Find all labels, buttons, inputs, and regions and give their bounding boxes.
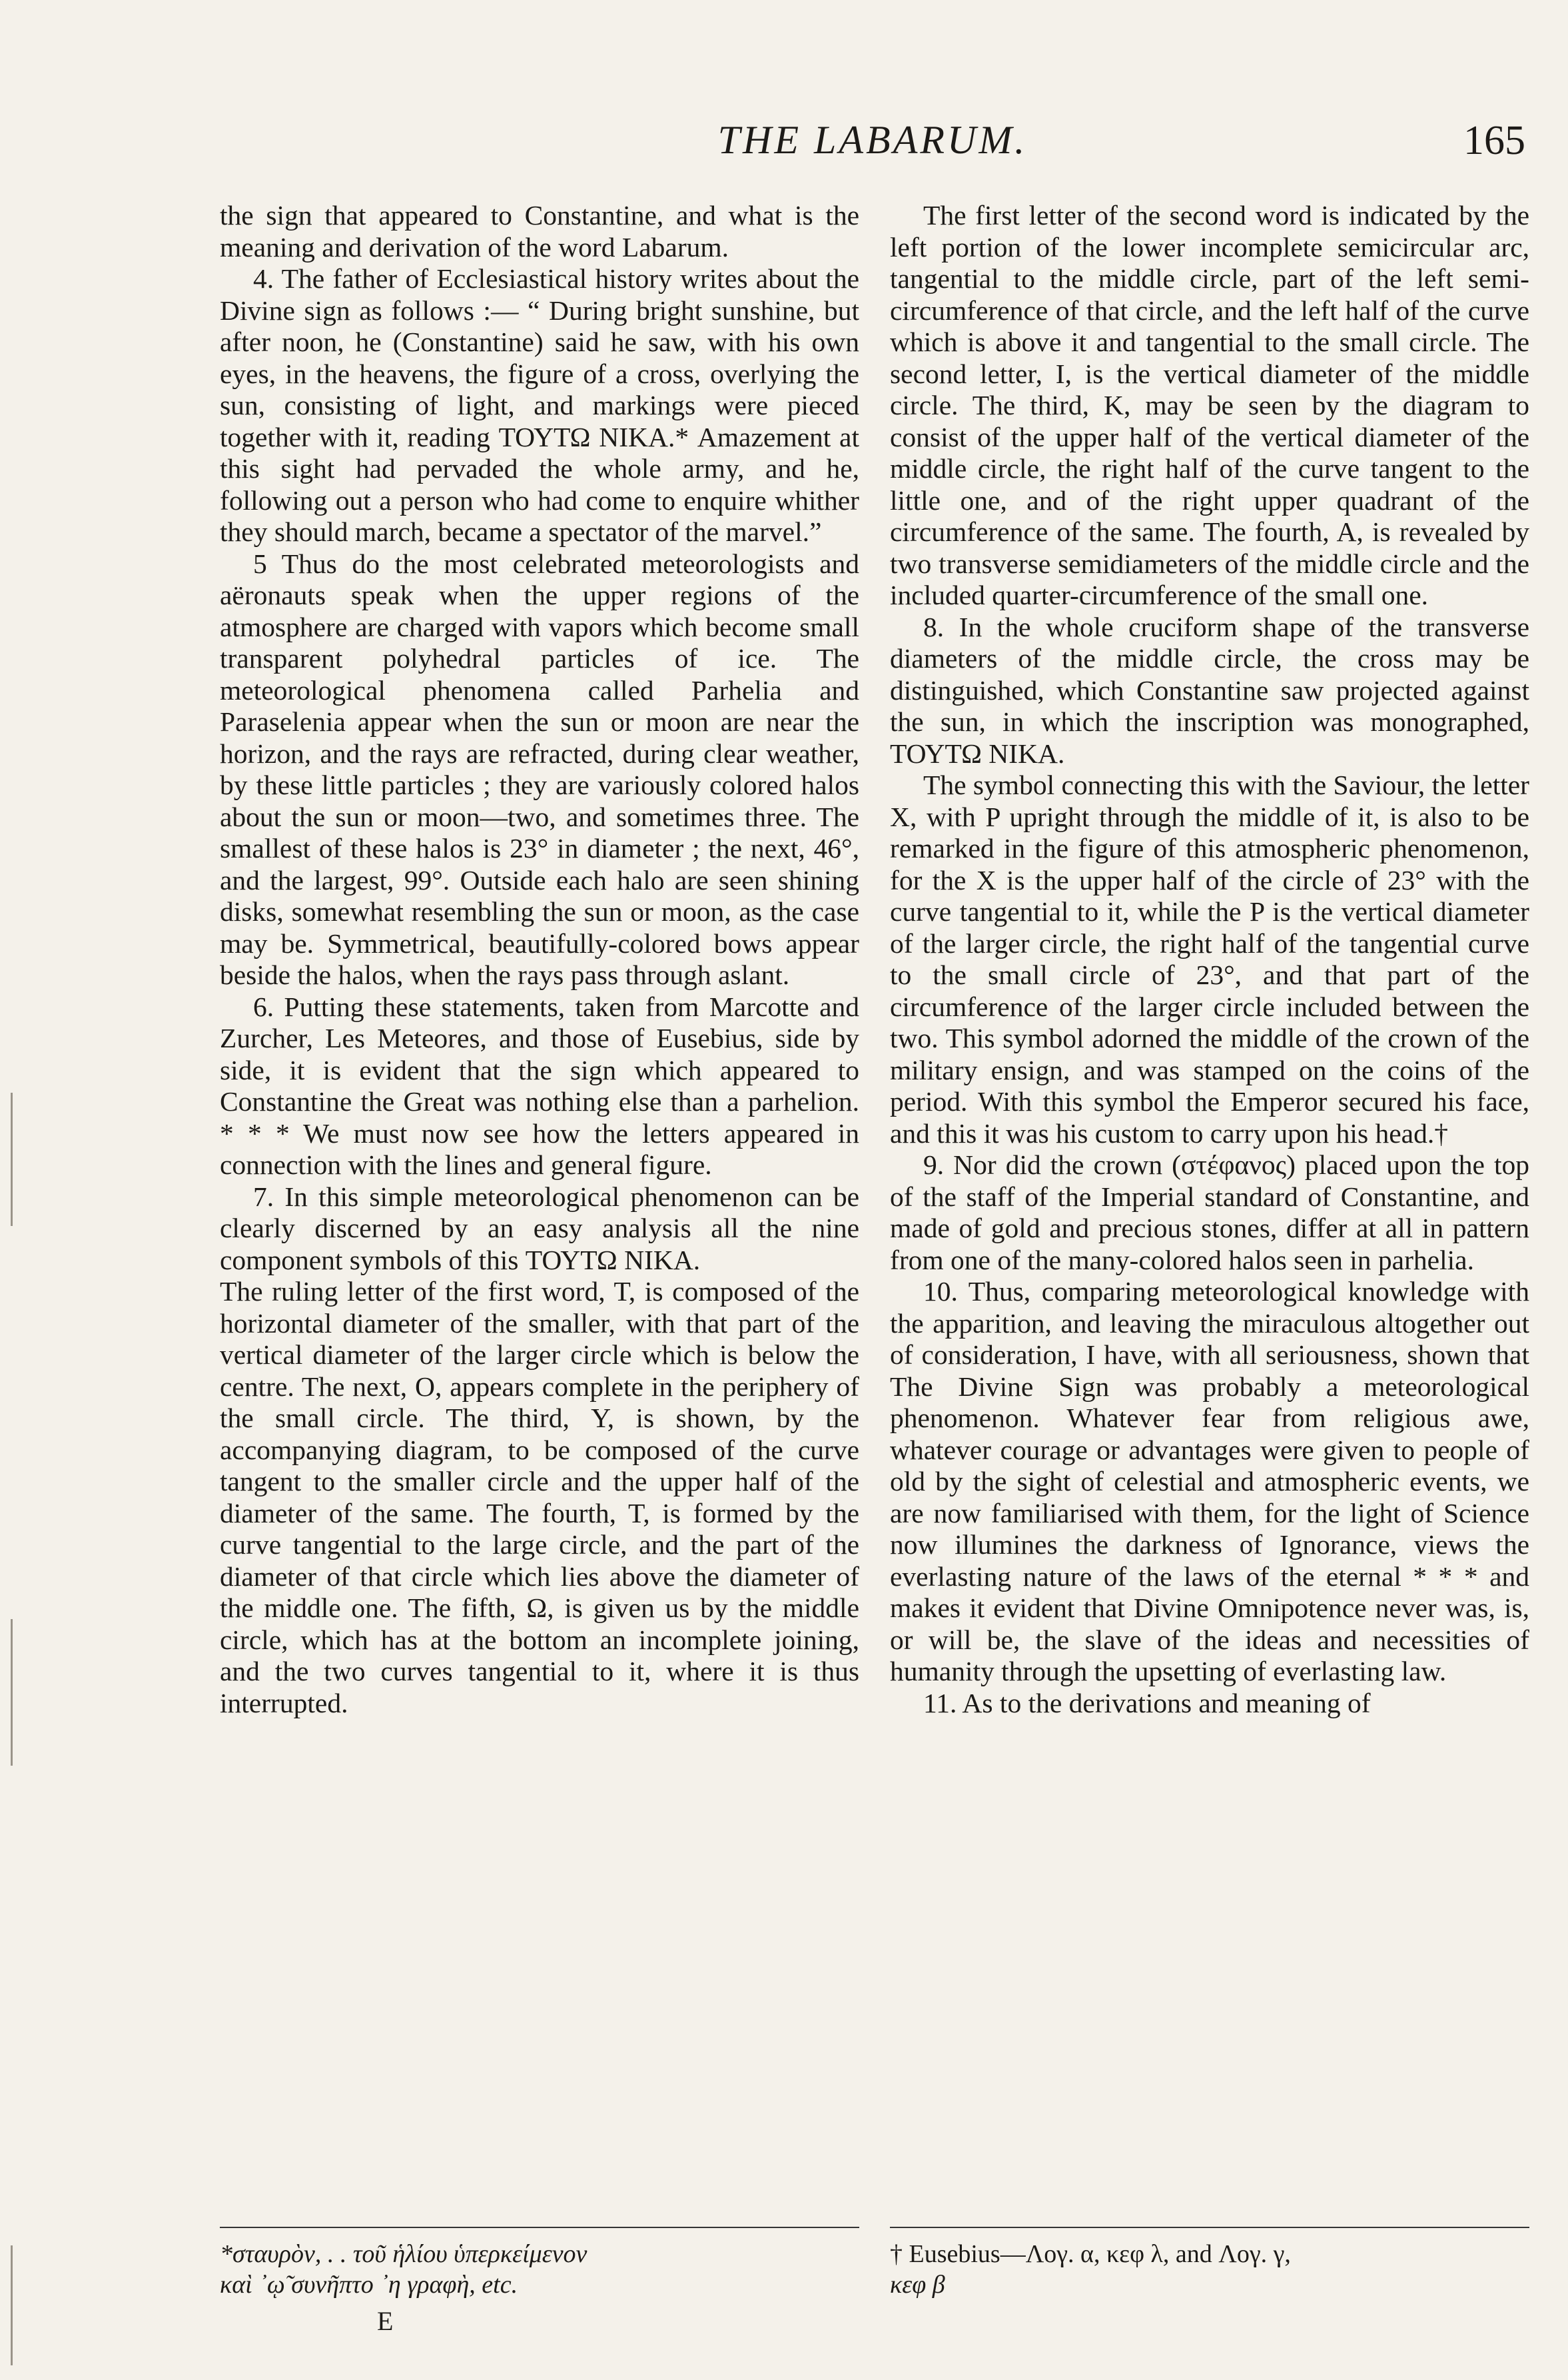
paragraph: 5 Thus do the most celebrated meteorologists and aëronauts speak when the upper regions of the atmosphere are charged with vapors which become small transparent polyhedral particles of ice. The meteorological phenomena called Parhelia and Paraselenia appear when the sun or moon are near the horizon, and the rays are refracted, during clear weather, by these little particles ; they are variously colored halos about the sun or moon—two, and sometimes three. The smallest of these halos is 23° in diameter ; the next, 46°, and the largest, 99°. Outside each halo are seen shining disks, somewhat resembling the sun or moon, as the case may be. Symmetrical, beautifully-colored bows appear beside the halos, when the rays pass through aslant.	[220, 548, 859, 990]
paragraph: 10. Thus, comparing meteorological knowledge with the apparition, and leaving the miraculous altogether out of consideration, I have, with all seriousness, shown that The Divine Sign was probably a meteorological phenomenon. Whatever fear from religious awe, whatever courage or advantages were given to people of old by the sight of celestial and atmospheric events, we are now familiarised with them, for the light of Science now illumines the darkness of Ignorance, views the everlasting nature of the laws of the eternal * * * and makes it evident that Divine Omnipotence never was, is, or will be, the slave of the ideas and necessities of humanity through the upsetting of everlasting law.	[890, 1276, 1529, 1686]
paragraph: The symbol connecting this with the Saviour, the letter X, with P upright through the middle of it, is also to be remarked in the figure of this atmospheric phenomenon, for the X is the upper half of the circle of 23° with the curve tangential to it, while the P is the vertical diameter of the larger circle, the right half of the tangential curve to the small circle of 23°, and that part of the circumference of the larger circle included between the two. This symbol adorned the middle of the crown of the military ensign, and was stamped on the coins of the period. With this symbol the Emperor secured his face, and this it was his custom to carry upon his head.†	[890, 770, 1530, 1149]
paragraph: 8. In the whole cruciform shape of the transverse diameters of the middle circle, the cross may be distinguished, which Constantine saw projected against the sun, in which the inscription was monographed, ΤΟΥΤΩ ΝΙΚΑ.	[890, 611, 1529, 769]
left-column	[220, 200, 859, 1719]
paragraph: 4. The father of Ecclesiastical history writes about the Divine sign as follows :— “ During bright sunshine, but after noon, he (Constantine) said he saw, with his own eyes, in the heavens, the figure of a cross, overlying the sun, consisting of light, and markings were pieced together with it, reading ΤΟΥΤΩ ΝΙΚΑ.* Amazement at this sight had pervaded the whole army, and he, following out a person who had come to enquire whither they should march, became a spectator of the marvel.”	[220, 263, 859, 547]
paragraph: 9. Nor did the crown (στέφανος) placed upon the top of the staff of the Imperial standard of Constantine, and made of gold and precious stones, differ at all in pattern from one of the many-colored halos seen in parhelia.	[890, 1149, 1529, 1275]
page-number: 165	[1463, 118, 1525, 163]
footnote-line: καὶ ᾽ῳ̃ συνῆπτο ᾽η γραφὴ, etc.	[220, 2271, 518, 2299]
scan-edge-mark	[11, 1619, 13, 1766]
paragraph: the sign that appeared to Constantine, and what is the meaning and derivation of the word Labarum.	[220, 200, 859, 263]
paragraph: 6. Putting these statements, taken from Marcotte and Zurcher, Les Meteores, and those of Eusebius, side by side, it is evident that the sign which appeared to Constantine the Great was nothing else than a parhelion. * * * We must now see how the letters appeared in connection with the lines and general figure.	[220, 991, 859, 1180]
signature-mark: E	[377, 2306, 394, 2336]
paragraph: 7. In this simple meteorological phenomenon can be clearly discerned by an easy analysis all the nine component symbols of this ΤΟΥΤΩ ΝΙΚΑ.	[220, 1181, 859, 1275]
scan-edge-mark	[11, 1093, 13, 1226]
paragraph: The first letter of the second word is indicated by the left portion of the lower incomplete semicircular arc, tangential to the middle circle, part of the left semi-circumference of that circle, and the left half of the curve which is above it and tangential to the small circle. The second letter, I, is the vertical diameter of the middle circle. The third, K, may be seen by the diagram to consist of the upper half of the vertical diameter of the middle circle, the right half of the curve tangent to the little one, and of the right upper quadrant of the circumference of the same. The fourth, A, is revealed by two transverse semidiameters of the middle circle and the included quarter-circumference of the small one.	[890, 200, 1529, 610]
footnote-line: † Eusebius—Λογ. α, κεφ λ, and Λογ. γ,	[890, 2240, 1291, 2268]
footnote-line: κεφ β	[890, 2271, 945, 2299]
paragraph: 11. As to the derivations and meaning of	[923, 1687, 1371, 1718]
footnote-rule	[220, 2227, 859, 2228]
scan-edge-mark	[11, 2245, 13, 2365]
right-column	[890, 200, 1529, 1719]
footnote-right	[890, 2239, 1529, 2300]
footnote-line: *σταυρὸν, . . τοῦ ἡλίου ὑπερκείμενον	[220, 2240, 588, 2268]
running-title: THE LABARUM.	[717, 118, 1028, 162]
footnote-left	[220, 2239, 859, 2300]
footnote-rule	[890, 2227, 1529, 2228]
paragraph: The ruling letter of the first word, T, is composed of the horizontal diameter of the smaller, with that part of the vertical diameter of the larger circle which is below the centre. The next, O, appears complete in the periphery of the small circle. The third, Υ, is shown, by the accompanying diagram, to be composed of the curve tangent to the smaller circle and the upper half of the diameter of the same. The fourth, T, is formed by the curve tangential to the large circle, and the part of the diameter of that circle which lies above the diameter of the middle one. The fifth, Ω, is given us by the middle circle, which has at the bottom an incomplete joining, and the two curves tangential to it, where it is thus interrupted.	[220, 1276, 859, 1718]
page-header	[220, 117, 1525, 177]
